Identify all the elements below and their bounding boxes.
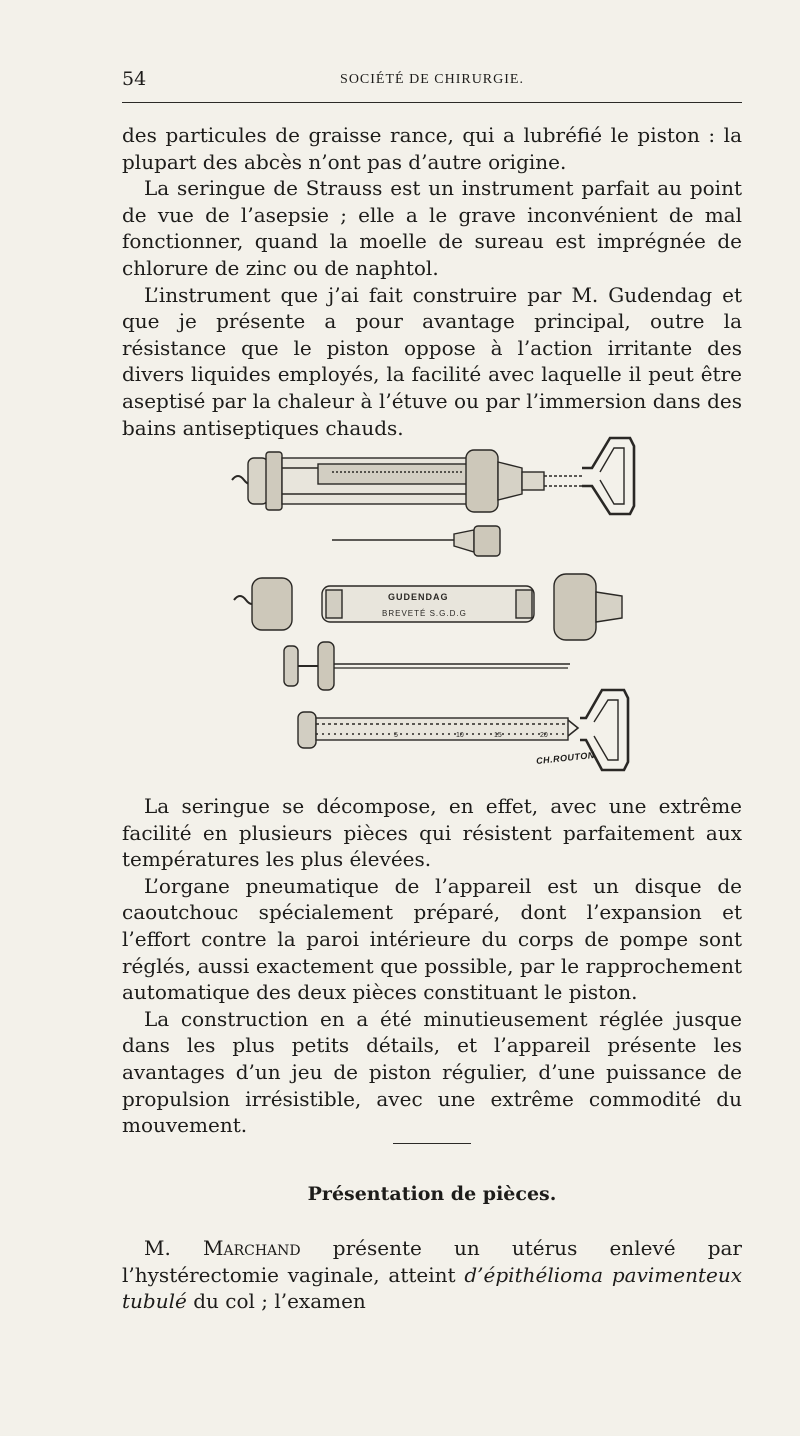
italic-term: d’épithélioma pavimenteux tubulé xyxy=(122,1262,743,1314)
paragraph: La seringue se décompose, en effet, avec une extrême facilité en plusieurs pièces qui résistent parfaitement aux températures les plus élevées. xyxy=(122,794,742,872)
paragraph: des particules de graisse rance, qui a lubréfié le piston : la plupart des abcès n’ont pas d’autre origine. xyxy=(122,123,742,174)
header-rule xyxy=(122,102,742,103)
paragraph-text: du col ; l’examen xyxy=(186,1289,366,1314)
scale-mark: 15 xyxy=(494,732,502,739)
syringe-illustration xyxy=(222,428,642,783)
piston-rod xyxy=(284,642,570,690)
paragraph: L’instrument que j’ai fait construire par M. Gudendag et que je présente a pour avantage principal, outre la résistance que le piston oppose à l’action irritante des divers liquides employés, la facilité avec laquelle il peut être aseptisé par la chaleur à l’étuve ou par l’immersion dans des bains antiseptiques chauds. xyxy=(122,282,742,440)
page-number: 54 xyxy=(122,68,147,90)
section-title: Présentation de pièces. xyxy=(307,1183,557,1205)
syringe-drawing xyxy=(222,428,642,783)
barrel-inscription-1: GUDENDAG xyxy=(388,592,449,602)
text-block-bottom xyxy=(122,1235,742,1315)
needle xyxy=(332,526,500,556)
scale-mark: 20 xyxy=(540,732,548,739)
paragraph: La seringue de Strauss est un instrument parfait au point de vue de l’asepsie ; elle a le grave inconvénient de mal fonctionner, quand la moelle de sureau est imprégnée de chlorure de zinc ou de naphtol. xyxy=(122,176,742,280)
paragraph-text: présente un utérus enlevé par l’hystérectomie vaginale, atteint xyxy=(122,1236,742,1287)
figure-credit: CH.ROUTON xyxy=(535,749,596,767)
paragraph xyxy=(122,1235,742,1315)
author-name: M. Marchand xyxy=(144,1236,301,1260)
scale-mark: 10 xyxy=(456,732,464,739)
scale-mark: 5 xyxy=(394,732,398,739)
text-block-middle xyxy=(122,793,742,1139)
barrel-inscription-2: BREVETÉ S.G.D.G xyxy=(382,609,467,618)
text-block-top xyxy=(122,122,742,441)
section-rule xyxy=(393,1143,471,1144)
page-header xyxy=(122,68,742,98)
assembled-syringe xyxy=(232,438,634,514)
paragraph: La construction en a été minutieusement réglée jusque dans les plus petits détails, et l’appareil présente les avantages d’un jeu de piston régulier, d’une puissance de propulsion irrésistible, avec une extrême commodité du mouvement. xyxy=(122,1006,742,1138)
paragraph: L’organe pneumatique de l’appareil est un disque de caoutchouc spécialement préparé, dont l’expansion et l’effort contre la paroi intérieure du corps de pompe sont réglés, aussi exactement que possible, par le rapprochement automatique des deux pièces constituant le piston. xyxy=(122,873,742,1005)
running-head: SOCIÉTÉ DE CHIRURGIE. xyxy=(340,72,524,87)
disassembled-parts xyxy=(234,574,622,640)
